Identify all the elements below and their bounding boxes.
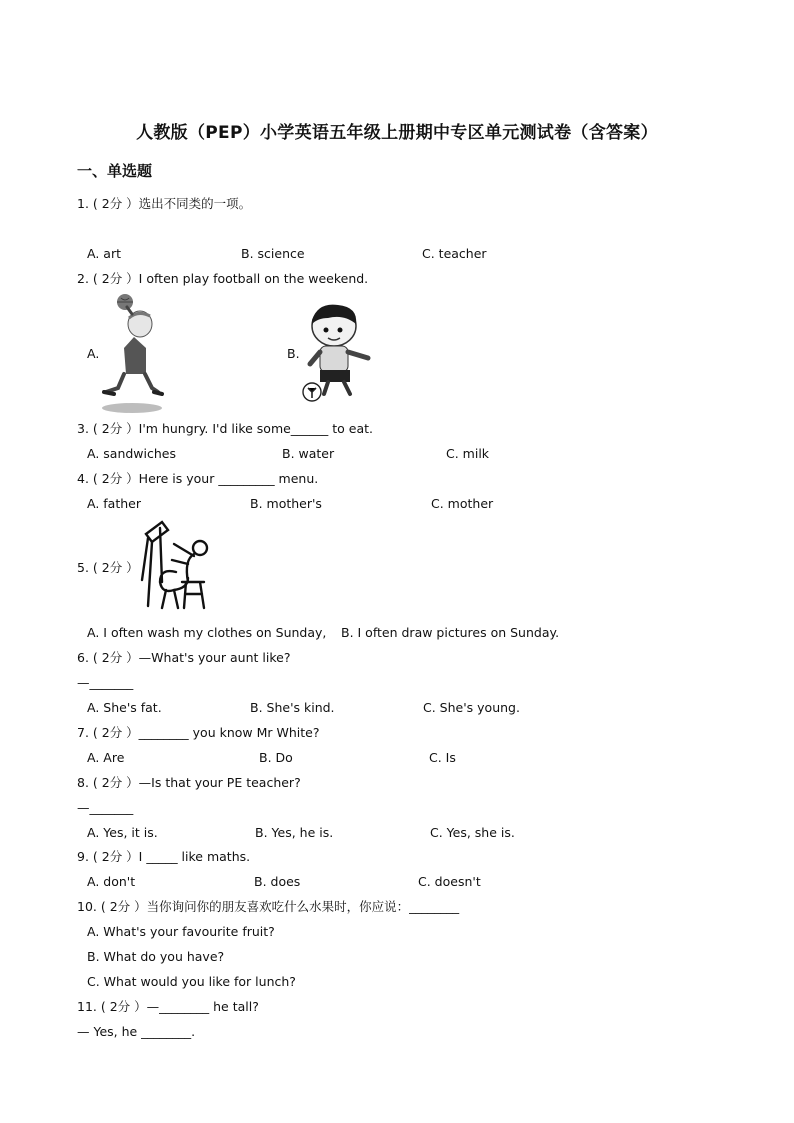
question-7-option-c: C. Is	[429, 750, 456, 765]
question-2-option-a: A.	[87, 346, 100, 361]
question-6-option-c: C. She's young.	[423, 700, 520, 715]
document-title: 人教版（PEP）小学英语五年级上册期中专区单元测试卷（含答案）	[136, 123, 658, 143]
question-5-option-b: B. I often draw pictures on Sunday.	[341, 625, 560, 640]
question-9-stem: 9. ( 2分 ）I _____ like maths.	[77, 849, 251, 864]
question-10-option-b: B. What do you have?	[87, 949, 225, 964]
question-8-option-b: B. Yes, he is.	[255, 825, 334, 840]
question-3-option-c: C. milk	[446, 446, 490, 461]
question-4-option-a: A. father	[87, 496, 141, 511]
question-6-stem: 6. ( 2分 ）—What's your aunt like?	[77, 650, 291, 665]
drawing-picture-image	[138, 520, 210, 616]
question-10-option-a: A. What's your favourite fruit?	[87, 924, 275, 939]
question-9-option-b: B. does	[254, 874, 301, 889]
question-10-option-c: C. What would you like for lunch?	[87, 974, 296, 989]
question-6-option-b: B. She's kind.	[250, 700, 335, 715]
question-4-option-c: C. mother	[431, 496, 494, 511]
question-4-option-b: B. mother's	[250, 496, 322, 511]
question-1-stem: 1. ( 2分 ）选出不同类的一项。	[77, 196, 252, 211]
question-3-option-a: A. sandwiches	[87, 446, 177, 461]
question-11-stem: 11. ( 2分 ）—________ he tall?	[77, 999, 259, 1014]
question-5-stem: 5. ( 2分 ）	[77, 560, 139, 575]
question-7-stem: 7. ( 2分 ）________ you know Mr White?	[77, 725, 320, 740]
football-player-image	[298, 302, 378, 408]
question-6-answer-line: —_______	[77, 675, 134, 690]
question-1-option-b: B. science	[241, 246, 305, 261]
section-heading: 一、单选题	[77, 162, 153, 180]
question-7-option-a: A. Are	[87, 750, 125, 765]
question-9-option-a: A. don't	[87, 874, 136, 889]
question-11-answer-line: — Yes, he ________.	[77, 1024, 196, 1039]
question-5-option-a: A. I often wash my clothes on Sunday,	[87, 625, 327, 640]
question-6-option-a: A. She's fat.	[87, 700, 162, 715]
question-4-stem: 4. ( 2分 ）Here is your _________ menu.	[77, 471, 319, 486]
question-3-stem: 3. ( 2分 ）I'm hungry. I'd like some______ to eat.	[77, 421, 374, 436]
question-10-stem: 10. ( 2分 ）当你询问你的朋友喜欢吃什么水果时，你应说：________	[77, 899, 460, 914]
question-3-option-b: B. water	[282, 446, 335, 461]
question-8-answer-line: —_______	[77, 800, 134, 815]
question-9-option-c: C. doesn't	[418, 874, 481, 889]
question-8-stem: 8. ( 2分 ）—Is that your PE teacher?	[77, 775, 301, 790]
question-1-option-a: A. art	[87, 246, 121, 261]
question-7-option-b: B. Do	[259, 750, 293, 765]
question-1-option-c: C. teacher	[422, 246, 487, 261]
basketball-player-image	[100, 292, 170, 420]
question-8-option-a: A. Yes, it is.	[87, 825, 158, 840]
question-2-option-b: B.	[287, 346, 300, 361]
question-8-option-c: C. Yes, she is.	[430, 825, 515, 840]
question-2-stem: 2. ( 2分 ）I often play football on the weekend.	[77, 271, 369, 286]
